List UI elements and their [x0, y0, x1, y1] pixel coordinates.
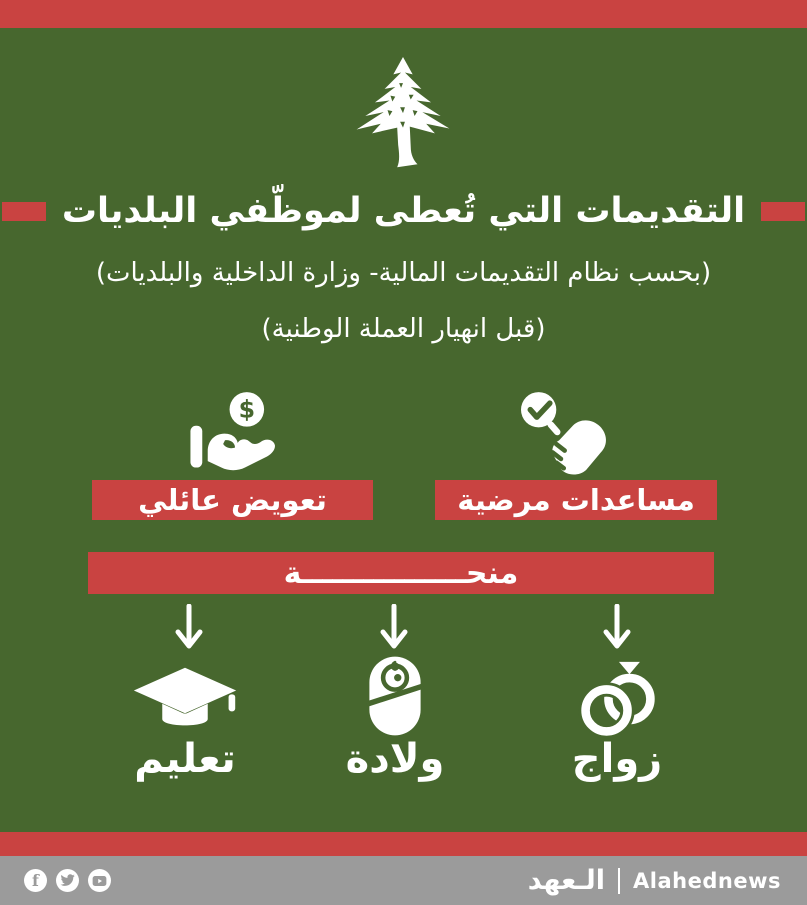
footer-accent-bar	[0, 832, 807, 856]
brand-divider	[618, 868, 620, 894]
arrow-down-icon	[174, 604, 204, 652]
grant-bar: منحــــــــــــــــة	[88, 552, 714, 594]
brand[interactable]	[528, 867, 781, 894]
arrow-down-icon	[602, 604, 632, 652]
cedar-tree-icon	[345, 52, 461, 178]
sickness-aid-bar: مساعدات مرضية	[435, 480, 717, 520]
subtitle-source: (بحسب نظام التقديمات المالية- وزارة الداخلية والبلديات)	[95, 258, 712, 288]
footer	[0, 856, 807, 905]
youtube-icon[interactable]	[88, 869, 111, 892]
title-dash-left	[2, 202, 46, 221]
top-accent-bar	[0, 0, 807, 28]
youtube-play-glyph	[92, 875, 107, 887]
facebook-glyph: f	[32, 871, 39, 890]
graduation-cap-icon	[128, 664, 242, 736]
twitter-bird-glyph	[60, 874, 75, 887]
brand-english-name: Alahednews	[633, 868, 781, 893]
twitter-icon[interactable]	[56, 869, 79, 892]
social-links	[24, 869, 111, 892]
title-row	[0, 186, 807, 236]
baby-icon	[363, 652, 427, 740]
dollar-glyph: $	[238, 395, 256, 424]
title-dash-right	[761, 202, 805, 221]
hand-check-icon	[508, 386, 612, 478]
brand-arabic-logo: الـعهد	[527, 865, 606, 896]
facebook-icon[interactable]	[24, 869, 47, 892]
family-compensation-bar: تعويض عائلي	[92, 480, 373, 520]
wedding-rings-icon	[575, 658, 661, 740]
birth-label: ولادة	[345, 736, 445, 782]
subtitle-currency-note: (قبل انهيار العملة الوطنية)	[261, 314, 546, 344]
education-label: تعليم	[134, 736, 236, 782]
arrow-down-icon	[379, 604, 409, 652]
hand-coin-icon	[185, 386, 285, 480]
marriage-label: زواج	[571, 736, 663, 782]
page-title: التقديمات التي تُعطى لموظّفي البلديات	[61, 191, 746, 231]
